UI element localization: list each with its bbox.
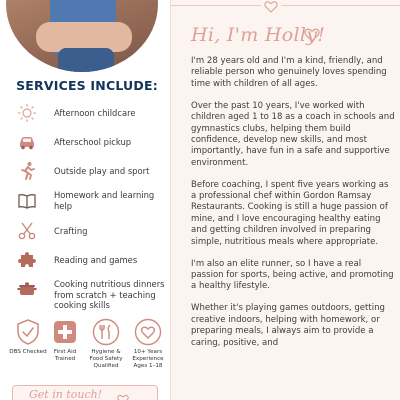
bio-paragraph: Whether it's playing games outdoors, getting creative indoors, helping with homework, or preparing meals, I always aim to provide a caring, positive, and — [191, 303, 385, 348]
bio-paragraph: I'm also an elite runner, so I have a real passion for sports, being active, and promoting a healthy lifestyle. — [191, 258, 394, 292]
list-item — [16, 160, 150, 182]
bio-paragraph: Before coaching, I spent five years working as a professional chef within Gordon Ramsay Restaurants. Cooking is still a huge passion of mine, and I love encouraging healthy eating and getting children involved in preparing simple, nutritious meals where appropriate. — [191, 179, 389, 247]
qualification-badges — [0, 318, 170, 378]
service-label: Afterschool pickup — [54, 137, 132, 147]
services-title: SERVICES INCLUDE: — [16, 78, 158, 93]
runner-icon — [16, 160, 38, 182]
list-item — [16, 249, 138, 271]
first-aid-icon — [51, 318, 79, 346]
contact-label: Get in touch! — [29, 388, 103, 400]
badge-first-aid — [45, 318, 85, 363]
service-label: Crafting — [54, 226, 88, 236]
cutlery-icon — [92, 318, 120, 346]
list-item — [16, 131, 132, 153]
list-item — [16, 220, 88, 242]
badge-label: First Aid Trained — [53, 349, 77, 362]
divider — [171, 5, 400, 6]
puzzle-icon — [16, 249, 38, 271]
page-title: Hi, I'm Holly! — [191, 24, 326, 46]
service-label: Cooking nutritious dinners from scratch + teaching cooking skills — [54, 279, 165, 311]
heart-icon — [134, 318, 162, 346]
badge-experience — [128, 318, 168, 370]
contact-callout[interactable] — [12, 385, 158, 400]
badge-label: DBS Checked — [9, 349, 47, 355]
heart-icon — [304, 27, 320, 46]
cooking-pot-icon — [16, 277, 38, 299]
list-item — [16, 277, 165, 311]
sun-icon — [16, 102, 38, 124]
services-panel — [0, 0, 170, 400]
car-icon — [16, 131, 38, 153]
list-item — [16, 190, 155, 212]
badge-label: 10+ Years Experience Ages 1–18 — [132, 349, 164, 369]
profile-panel — [170, 0, 400, 400]
bio-paragraph: Over the past 10 years, I've worked with children aged 1 to 18 as a coach in schools and gymnastics clubs, helping them build confidence, develop new skills, and most importantly, have fun in a safe and supportive environment. — [191, 100, 395, 168]
scissors-icon — [16, 220, 38, 242]
heart-icon — [261, 0, 281, 17]
list-item — [16, 102, 136, 124]
heart-icon — [117, 390, 129, 400]
bio-text — [191, 56, 395, 359]
badge-dbs — [8, 318, 48, 356]
badge-hygiene — [86, 318, 126, 370]
profile-photo — [6, 0, 158, 72]
service-label: Afternoon childcare — [54, 108, 136, 118]
bio-paragraph: I'm 28 years old and I'm a kind, friendly, and reliable person who genuinely loves spending time with children of all ages. — [191, 56, 387, 89]
service-label: Homework and learning help — [54, 190, 155, 211]
service-label: Outside play and sport — [54, 166, 150, 176]
badge-label: Hygiene & Food Safety Qualified — [89, 349, 123, 369]
service-label: Reading and games — [54, 255, 138, 265]
shield-check-icon — [14, 318, 42, 346]
book-icon — [16, 190, 38, 212]
